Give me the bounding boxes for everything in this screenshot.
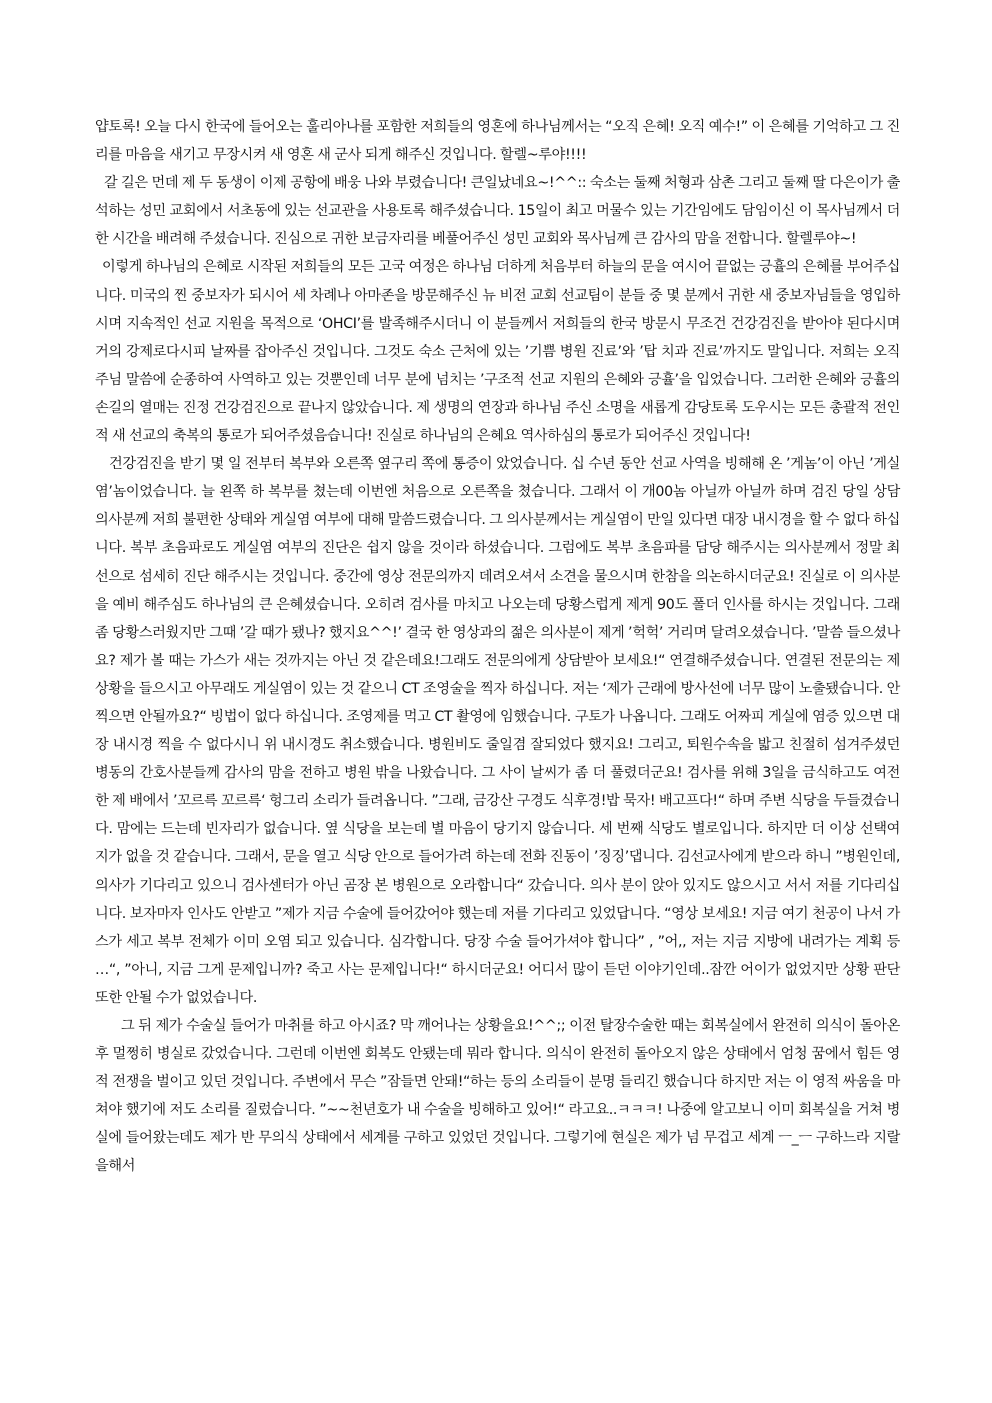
paragraph-2	[95, 169, 900, 253]
paragraph-2-text: 갈 길은 먼데 제 두 동생이 이제 공항에 배웅 나와 부렸습니다! 큰일났네요~!^^:: 숙소는 둘째 처형과 삼촌 그리고 둘째 딸 다은이가 출석하는 성민 교회에서 서초동에 있는 선교관을 사용토록 해주셨습니다. 15일이 최고 머물수 있는 기간임에도 담임이신 이 목사님께서 더한 시간을 배려해 주셨습니다. 진심으로 귀한 보금자리를 베풀어주신 성민 교회와 목사님께 큰 감사의 맘을 전합니다. 할렐루야~!	[95, 175, 900, 248]
paragraph-5	[95, 1012, 900, 1181]
paragraph-3-text: 이렇게 하나님의 은혜로 시작된 저희들의 모든 고국 여정은 하나님 더하게 처음부터 하늘의 문을 여시어 끝없는 긍휼의 은혜를 부어주십니다. 미국의 찐 중보자가 되시어 세 차례나 아마존을 방문해주신 뉴 비전 교회 선교팀이 분들 중 몇 분께서 귀한 새 중보자님들을 영입하시며 지속적인 선교 지원을 목적으로 ‘OHCI’를 발족해주시더니 이 분들께서 저희들의 한국 방문시 무조건 건강검진을 받아야 된다시며 거의 강제로다시피 날짜를 잡아주신 것입니다. 그것도 숙소 근처에 있는 ’기쁨 병원 진료’와 ’탑 치과 진료’까지도 말입니다. 저희는 오직 주님 말씀에 순종하여 사역하고 있는 것뿐인데 너무 분에 넘치는 ’구조적 선교 지원의 은혜와 긍휼’을 입었습니다. 그러한 은혜와 긍휼의 손길의 열매는 진정 건강검진으로 끝나지 않았습니다. 제 생명의 연장과 하나님 주신 소명을 새롭게 감당토록 도우시는 모든 총괄적 전인적 새 선교의 축복의 통로가 되어주셨음습니다! 진실로 하나님의 은혜요 역사하심의 통로가 되어주신 것입니다!	[95, 259, 900, 445]
paragraph-5-text: 그 뒤 제가 수술실 들어가 마취를 하고 아시죠? 막 깨어나는 상황을요!^^;; 이전 탈장수술한 때는 회복실에서 완전히 의식이 돌아온 후 멀쩡히 병실로 갔었습니다. 그런데 이번엔 회복도 안됐는데 뭐라 합니다. 의식이 완전히 돌아오지 않은 상태에서 엄청 꿈에서 힘든 영적 전쟁을 벌이고 있던 것입니다. 주변에서 무슨 ”잠들면 안돼!“하는 등의 소리들이 분명 들리긴 했습니다 하지만 저는 이 영적 싸움을 마쳐야 했기에 저도 소리를 질렀습니다. ”~~천년호가 내 수술을 빙해하고 있어!“ 라고요..ㅋㅋㅋ! 나중에 알고보니 이미 회복실을 거쳐 병실에 들어왔는데도 제가 반 무의식 상태에서 세계를 구하고 있었던 것입니다. 그렇기에 현실은 제가 넘 무겁고 세계 ㅡ_ㅡ 구하느라 지랄을해서	[95, 1018, 900, 1175]
document-body	[95, 113, 900, 1181]
paragraph-1-text: 얍토록! 오늘 다시 한국에 들어오는 훌리아나를 포함한 저희들의 영혼에 하나님께서는 “오직 은혜! 오직 예수!” 이 은혜를 기억하고 그 진리를 마음을 새기고 무장시켜 새 영혼 새 군사 되게 해주신 것입니다. 할렐~루야!!!!	[95, 119, 900, 164]
paragraph-3	[95, 253, 900, 450]
paragraph-1	[95, 113, 900, 169]
paragraph-4	[95, 450, 900, 1012]
paragraph-4-text: 건강검진을 받기 몇 일 전부터 복부와 오른쪽 옆구리 쪽에 통증이 았었습니다. 십 수년 동안 선교 사역을 빙해해 온 ’게놈’이 아닌 ’게실염’놈이었습니다. 늘 왼쪽 하 복부를 쳤는데 이번엔 처음으로 오른쪽을 쳤습니다. 그래서 이 개00놈 아닐까 아닐까 하며 검진 당일 상담 의사분께 저희 불편한 상태와 게실염 여부에 대해 말씀드렸습니다. 그 의사분께서는 게실염이 만일 있다면 대장 내시경을 할 수 없다 하십니다. 복부 초음파로도 게실염 여부의 진단은 쉽지 않을 것이라 하셨습니다. 그럼에도 복부 초음파를 담당 해주시는 의사분께서 정말 최선으로 섬세히 진단 해주시는 것입니다. 중간에 영상 전문의까지 데려오셔서 소견을 물으시며 한참을 의논하시더군요! 진실로 이 의사분을 예비 해주심도 하나님의 큰 은혜셨습니다. 오히려 검사를 마치고 나오는데 당황스럽게 제게 90도 폴더 인사를 하시는 것입니다. 그래 좀 당황스러웠지만 그때 ’갈 때가 됐나? 했지요^^!’ 결국 한 영상과의 젊은 의사분이 제게 ’헉헉’ 거리며 달려오셨습니다. ’말씀 들으셨나요? 제가 볼 때는 가스가 새는 것까지는 아닌 것 같은데요!그래도 전문의에게 상담받아 보세요!“ 연결해주셨습니다. 연결된 전문의는 제 상황을 들으시고 아무래도 게실염이 있는 것 같으니 CT 조영술을 찍자 하십니다. 저는 ‘제가 근래에 방사선에 너무 많이 노출됐습니다. 안찍으면 안될까요?“ 빙법이 없다 하십니다. 조영제를 먹고 CT 촬영에 임했습니다. 구토가 나옵니다. 그래도 어짜피 게실에 염증 있으면 대장 내시경 찍을 수 없다시니 위 내시경도 취소했습니다. 병원비도 줄일겸 잘되었다 했지요! 그리고, 퇴원수속을 밟고 친절히 섬겨주셨던 병동의 간호사분들께 감사의 맘을 전하고 병원 밖을 나왔습니다. 그 사이 날씨가 좀 더 풀렸더군요! 검사를 위해 3일을 금식하고도 여전한 제 배에서 ’꼬르륵 꼬르륵‘ 헝그리 소리가 들려옵니다. ”그래, 금강산 구경도 식후경!밥 묵자! 배고프다!“ 하며 주변 식당을 두들겼습니다. 맘에는 드는데 빈자리가 없습니다. 옆 식당을 보는데 별 마음이 당기지 않습니다. 세 번째 식당도 별로입니다. 하지만 더 이상 선택여지가 없을 것 같습니다. 그래서, 문을 열고 식당 안으로 들어가려 하는데 전화 진동이 ’징징’댑니다. 김선교사에게 받으라 하니 ”병원인데, 의사가 기다리고 있으니 검사센터가 아닌 곰장 본 병원으로 오라합니다“ 갔습니다. 의사 분이 앉아 있지도 않으시고 서서 저를 기다리십니다. 보자마자 인사도 안받고 ”제가 지금 수술에 들어갔어야 했는데 저를 기다리고 있었답니다. “영상 보세요! 지금 여기 천공이 나서 가스가 세고 복부 전체가 이미 오염 되고 있습니다. 심각합니다. 당장 수술 들어가셔야 합니다” , ”어,, 저는 지금 지방에 내려가는 계획 등 …“, ”아니, 지금 그게 문제입니까? 죽고 사는 문제입니다!“ 하시더군요! 어디서 많이 듣던 이야기인데..잠깐 어이가 없었지만 상황 판단 또한 안될 수가 없었습니다.	[95, 456, 900, 1006]
